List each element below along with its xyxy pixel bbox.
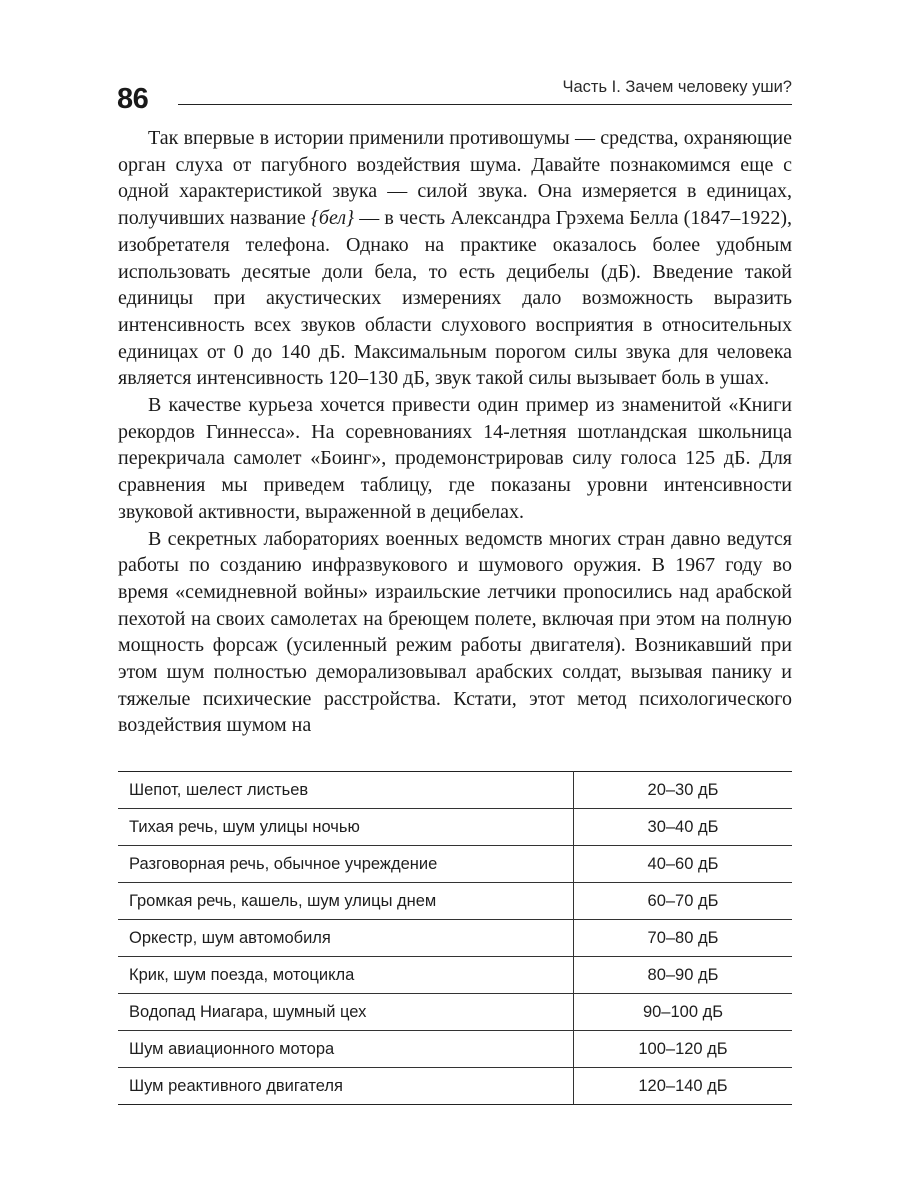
- decibel-table: [118, 771, 792, 1105]
- sound-source-cell: Тихая речь, шум улицы ночью: [118, 809, 574, 846]
- table-row: [118, 920, 792, 957]
- sound-level-cell: 80–90 дБ: [574, 957, 793, 994]
- paragraph-3: В секретных лабораториях военных ведомств многих стран давно ведутся работы по созданию инфразвукового и шумового оружия. В 1967 году во время «семидневной войны» израильские летчики прonoсились над арабской пехотой на своих самолетах на бреющем полете, включая при этом на полную мощность форсаж (усиленный режим работы двигателя). Возникавший при этом шум полностью деморализовывал арабских солдат, вызывая панику и тяжелые психические расстройства. Кстати, этот метод психологического воздействия шумом на: [118, 527, 792, 737]
- header-rule: [178, 104, 792, 105]
- sound-source-cell: Оркестр, шум автомобиля: [118, 920, 574, 957]
- table-row: [118, 809, 792, 846]
- sound-source-cell: Разговорная речь, обычное учреждение: [118, 846, 574, 883]
- sound-source-cell: Шум авиационного мотора: [118, 1031, 574, 1068]
- table-row: [118, 1031, 792, 1068]
- sound-source-cell: Шум реактивного двигателя: [118, 1068, 574, 1105]
- table-row: [118, 957, 792, 994]
- paragraph-1-part-2: — в честь Александра Грэхема Белла (1847–1922), изобретателя телефона. Однако на практике оказалось более удобным использовать десятые доли бела, то есть децибелы (дБ). Введение такой единицы при акустических измерениях дало возможность выразить интенсивность всех звуков области слухового восприятия в относительных единицах от 0 до 140 дБ. Максимальным порогом силы звука для человека является интенсивность 120–130 дБ, звук такой силы вызывает боль в ушах.: [118, 207, 792, 390]
- bel-term: {бел}: [310, 207, 355, 230]
- sound-source-cell: Крик, шум поезда, мотоцикла: [118, 957, 574, 994]
- table-row: [118, 1068, 792, 1105]
- sound-level-cell: 30–40 дБ: [574, 809, 793, 846]
- page-number: 86: [117, 83, 149, 115]
- paragraph-2: В качестве курьеза хочется привести один пример из знаменитой «Книги рекордов Гиннесса». На соревнованиях 14-летняя шотландская школьница перекричала самолет «Боинг», продемонстрировав силу голоса 125 дБ. Для сравнения мы приведем таблицу, где показаны уровни интенсивности звуковой активности, выраженной в децибелах.: [118, 394, 792, 523]
- sound-level-cell: 70–80 дБ: [574, 920, 793, 957]
- sound-level-cell: 20–30 дБ: [574, 772, 793, 809]
- table-row: [118, 994, 792, 1031]
- table-row: [118, 846, 792, 883]
- paragraph-1-part-1: Так впервые в истории применили противошумы — средства, охраняющие орган слуха от пагубного воздействия шума. Давайте познакомимся еще с одной характеристикой звука — силой звука. Она измеряется в единицах, получивших название: [118, 127, 792, 230]
- body-text: [118, 125, 792, 739]
- sound-level-cell: 100–120 дБ: [574, 1031, 793, 1068]
- table-row: [118, 772, 792, 809]
- sound-source-cell: Шепот, шелест листьев: [118, 772, 574, 809]
- sound-source-cell: Громкая речь, кашель, шум улицы днем: [118, 883, 574, 920]
- sound-source-cell: Водопад Ниагара, шумный цех: [118, 994, 574, 1031]
- running-header: Часть I. Зачем человеку уши?: [562, 78, 792, 96]
- paragraph-1: [118, 125, 792, 392]
- sound-level-cell: 60–70 дБ: [574, 883, 793, 920]
- sound-level-cell: 40–60 дБ: [574, 846, 793, 883]
- sound-level-cell: 120–140 дБ: [574, 1068, 793, 1105]
- table-row: [118, 883, 792, 920]
- sound-level-cell: 90–100 дБ: [574, 994, 793, 1031]
